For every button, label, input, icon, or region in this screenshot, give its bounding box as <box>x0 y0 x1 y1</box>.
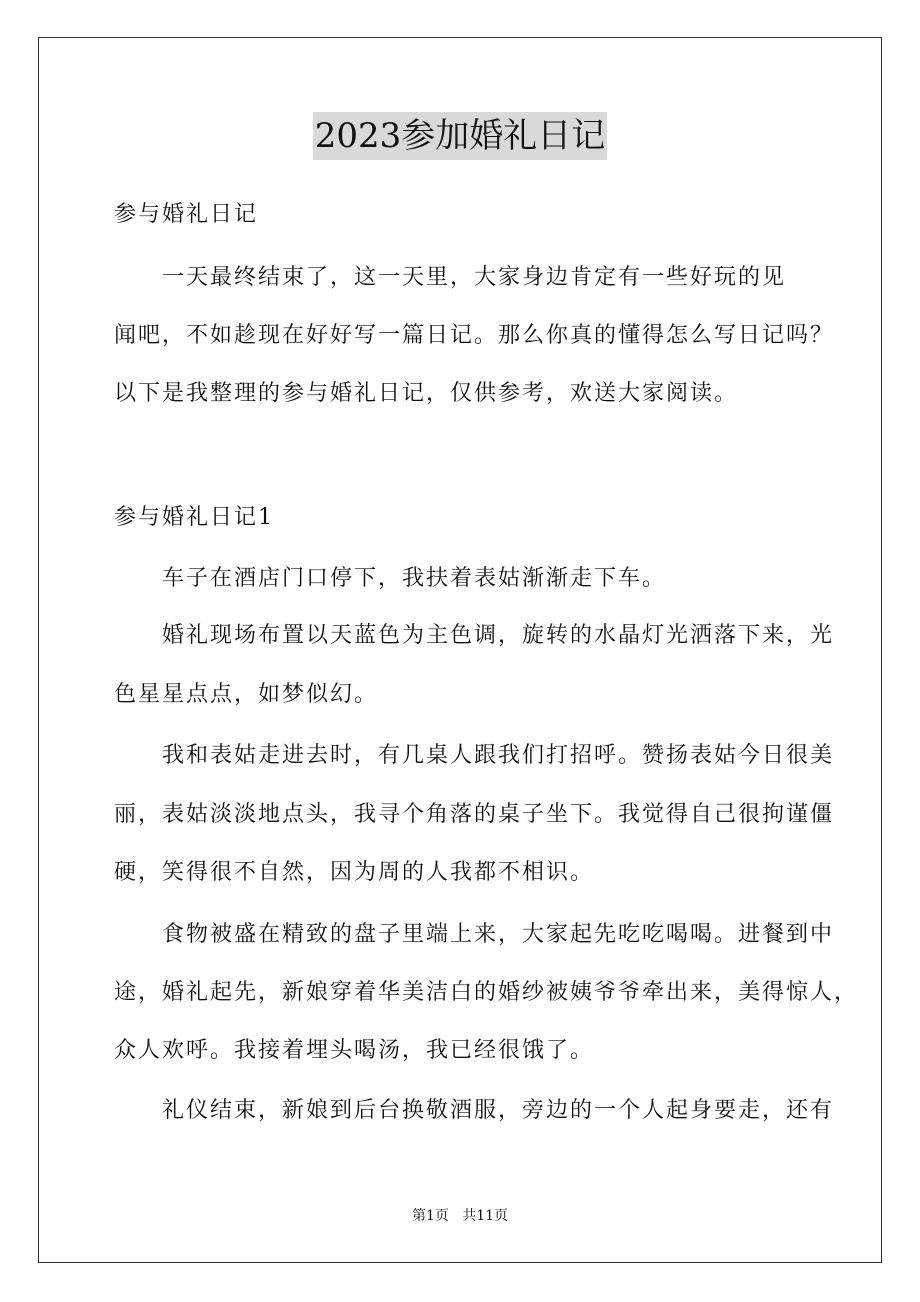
paragraph-line: 食物被盛在精致的盘子里端上来，大家起先吃吃喝喝。进餐到中 <box>114 922 835 947</box>
paragraph-line: 礼仪结束，新娘到后台换敬酒服，旁边的一个人起身要走，还有 <box>114 1098 835 1123</box>
paragraph-line: 丽，表姑淡淡地点头，我寻个角落的桌子坐下。我觉得自己很拘谨僵 <box>114 802 835 827</box>
paragraph-line: 闻吧，不如趁现在好好写一篇日记。那么你真的懂得怎么写日记吗？ <box>114 323 835 348</box>
document-title: 2023参加婚礼日记 <box>313 112 608 160</box>
paragraph-line: 硬，笑得很不自然，因为周的人我都不相识。 <box>114 860 595 885</box>
subtitle: 参与婚礼日记 <box>114 202 259 227</box>
paragraph-line: 婚礼现场布置以天蓝色为主色调，旋转的水晶灯光洒落下来，光 <box>114 623 835 648</box>
paragraph-line: 众人欢呼。我接着埋头喝汤，我已经很饿了。 <box>114 1038 595 1063</box>
paragraph-line: 途，婚礼起先，新娘穿着华美洁白的婚纱被姨爷爷牵出来，美得惊人， <box>114 980 859 1005</box>
page-footer: 第1页 共11页 <box>411 1208 509 1224</box>
title-container <box>0 112 920 160</box>
paragraph-line: 以下是我整理的参与婚礼日记，仅供参考，欢送大家阅读。 <box>114 381 739 406</box>
section-heading: 参与婚礼日记1 <box>114 505 274 530</box>
paragraph-line: 一天最终结束了，这一天里，大家身边肯定有一些好玩的见 <box>114 265 787 290</box>
paragraph-line: 车子在酒店门口停下，我扶着表姑渐渐走下车。 <box>114 566 667 591</box>
paragraph-line: 我和表姑走进去时，有几桌人跟我们打招呼。赞扬表姑今日很美 <box>114 743 835 768</box>
paragraph-line: 色星星点点，如梦似幻。 <box>114 682 379 707</box>
